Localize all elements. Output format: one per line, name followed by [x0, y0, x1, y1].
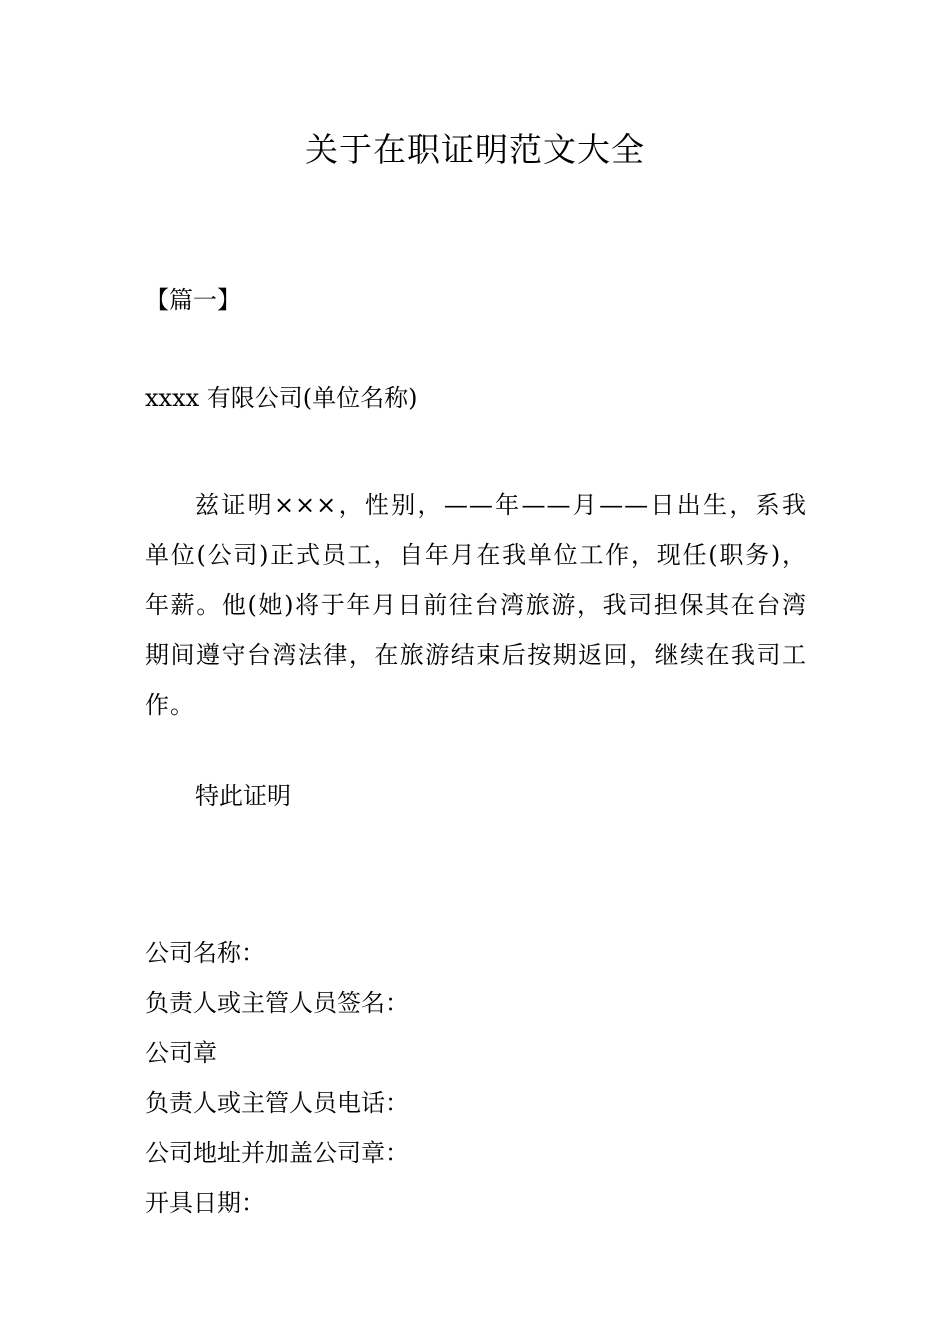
signature-fields-list [145, 928, 409, 1228]
document-title: 关于在职证明范文大全 [305, 130, 645, 169]
closing-statement: 特此证明 [195, 782, 291, 810]
section-label: 【篇一】 [145, 286, 241, 314]
field-manager-phone: 负责人或主管人员电话： [145, 1089, 409, 1117]
company-name-line: xxxx 有限公司(单位名称) [145, 384, 418, 412]
field-issue-date: 开具日期： [145, 1189, 265, 1217]
field-company-address: 公司地址并加盖公司章： [145, 1139, 409, 1167]
certificate-body-paragraph: 兹证明×××，性别，——年——月——日出生，系我单位(公司)正式员工，自年月在我单位工作，现任(职务)，年薪。他(她)将于年月日前往台湾旅游，我司担保其在台湾期间遵守台湾法律，在旅游结束后按期返回，继续在我司工作。 [145, 491, 807, 719]
field-company-seal: 公司章 [145, 1039, 217, 1067]
field-manager-signature: 负责人或主管人员签名： [145, 989, 409, 1017]
field-company-name: 公司名称： [145, 939, 265, 967]
